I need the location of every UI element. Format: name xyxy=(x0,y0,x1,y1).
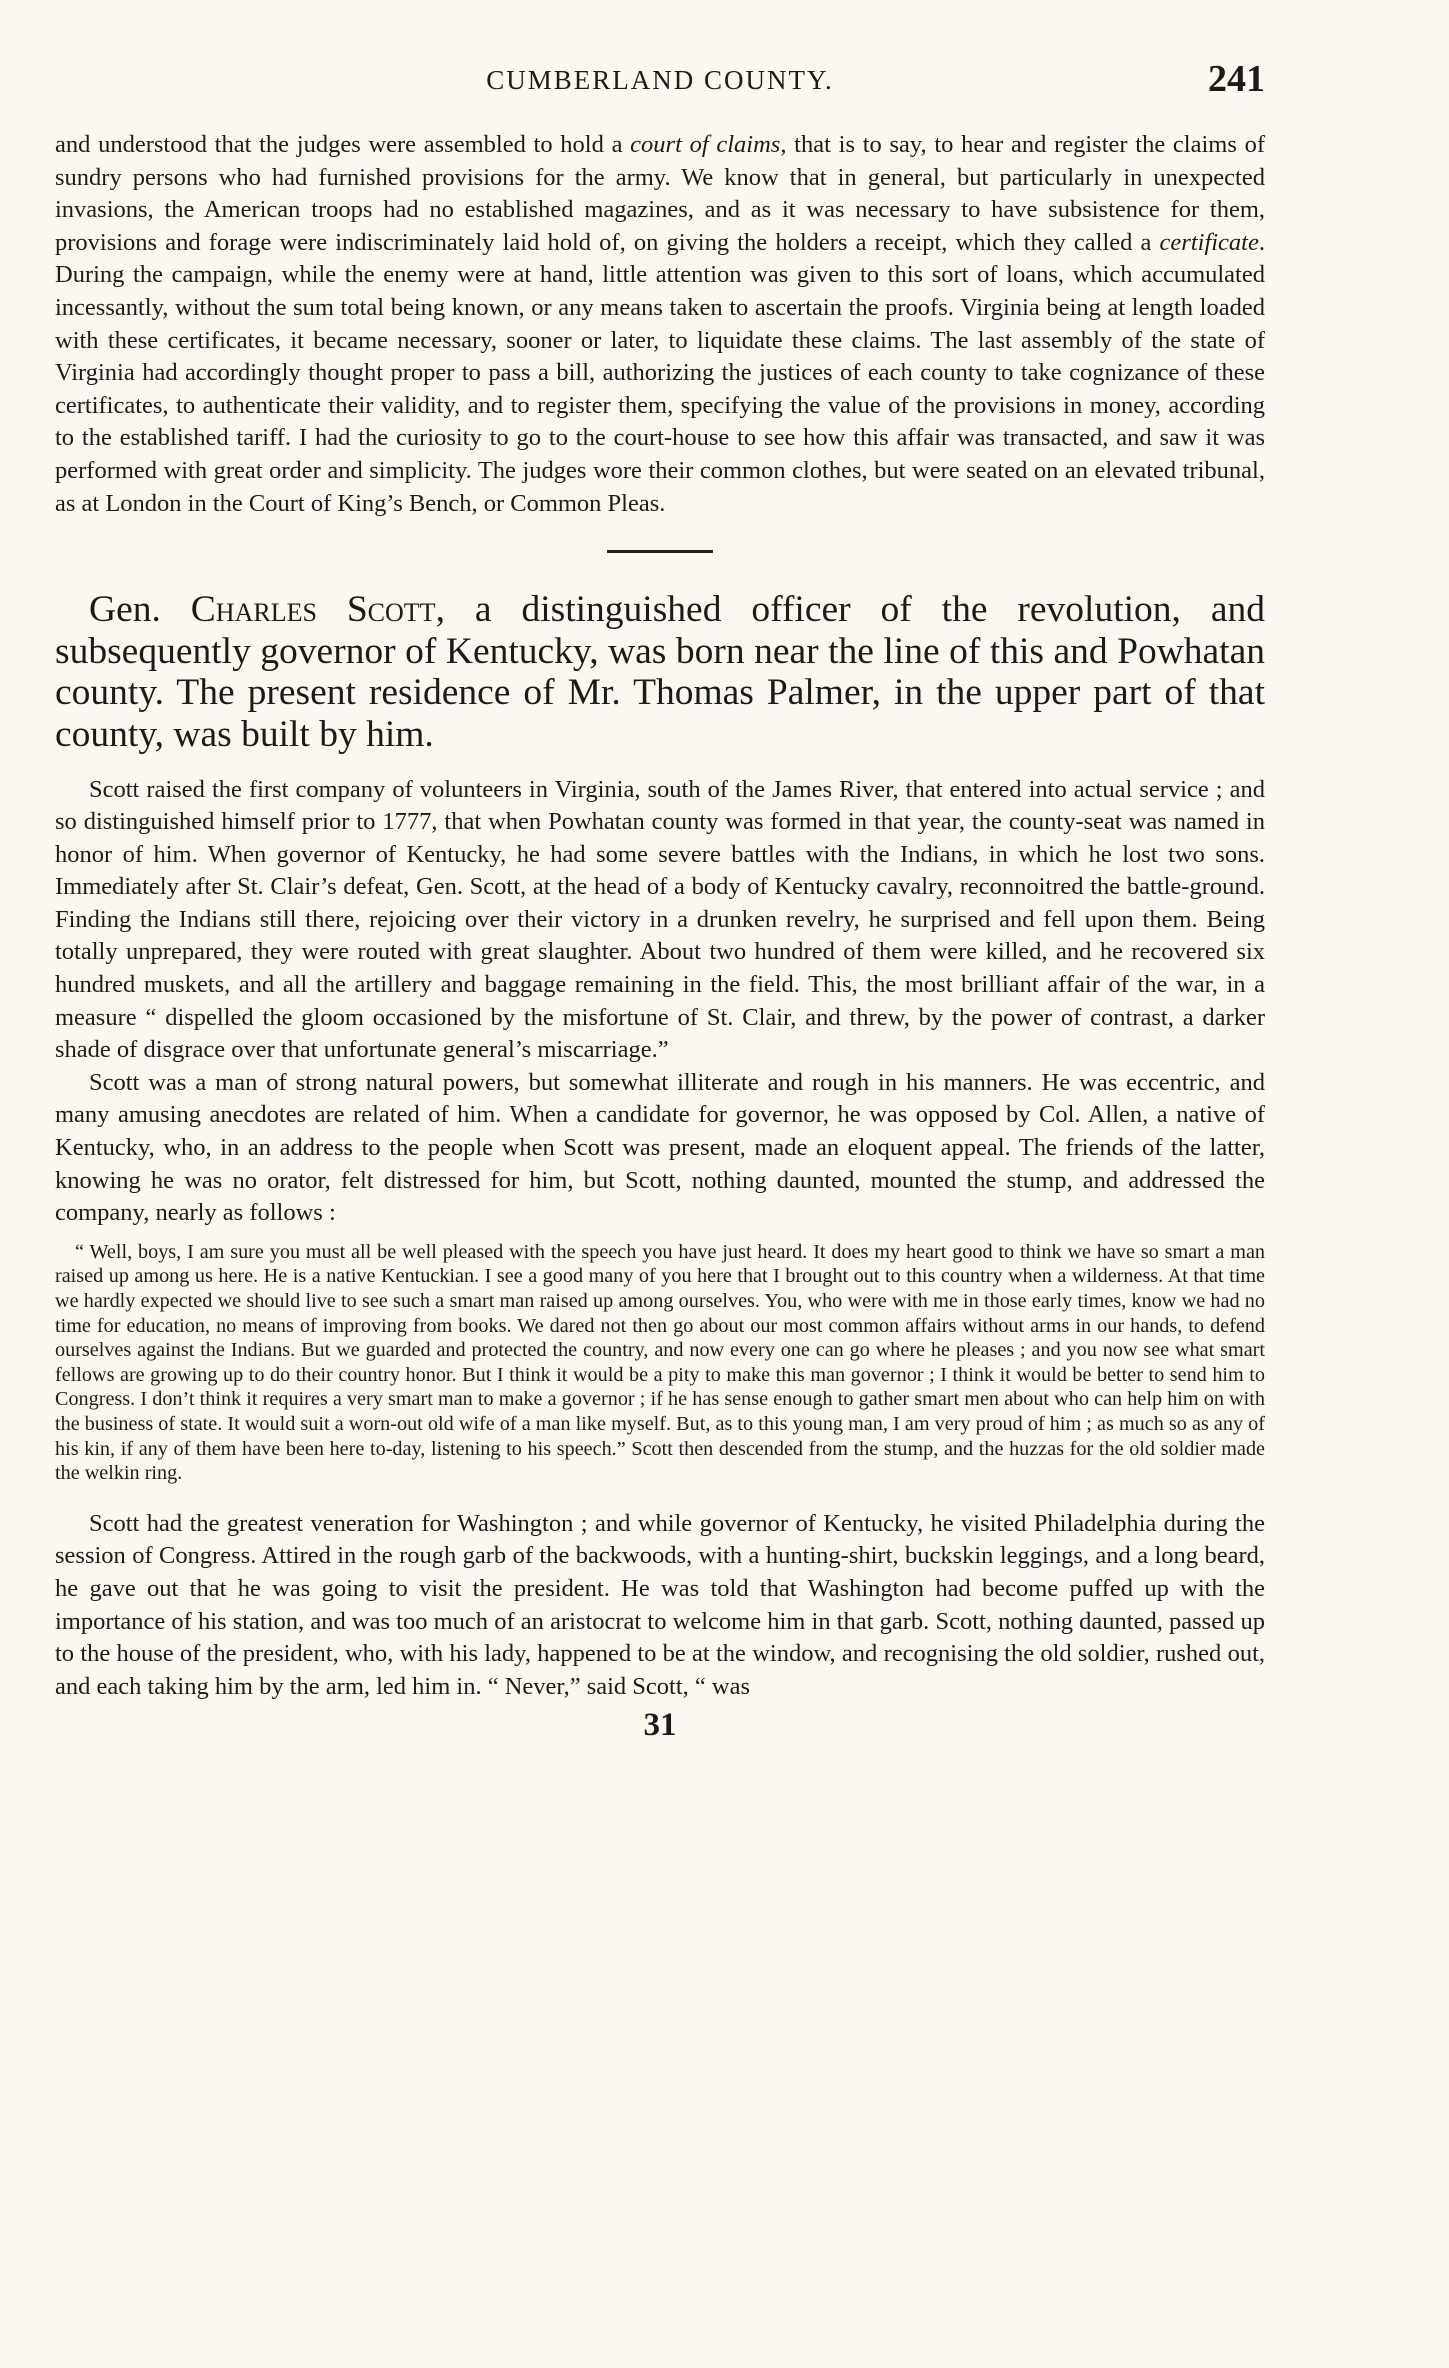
section-divider xyxy=(607,550,713,553)
intro-paragraph xyxy=(55,129,1265,520)
speech-quote: “ Well, boys, I am sure you must all be well pleased with the speech you have just heard. It does my heart good to think we have so smart a man raised up among us here. He is a native Kentuckian. I see a good many of you here that I brought out to this country when a wilderness. At that time we hardly expected we should live to see such a smart man raised up among ourselves. You, who were with me in those early times, know we had no time for education, no means of improving from books. We dared not then go about our most common affairs without arms in our hands, to defend ourselves against the Indians. But we guarded and protected the country, and now every one can go where he pleases ; and you now see what smart fellows are growing up to do their country honor. But I think it would be a pity to make this man governor ; I think it would be better to send him to Congress. I don’t think it requires a very smart man to make a governor ; if he has sense enough to gather smart men about who can help him on with the business of state. It would suit a worn-out old wife of a man like myself. But, as to this young man, I am very proud of him ; as much so as any of his kin, if any of them have been here to-day, listening to his speech.” Scott then descended from the stump, and the huzzas for the old soldier made the welkin ring. xyxy=(55,1240,1265,1485)
intro-text-3: . During the campaign, while the enemy were at hand, little attention was given to this sort of loans, which accumulated incessantly, without the sum total being known, or any means taken to ascertain the proofs. Virginia being at length loaded with these certificates, it became necessary, sooner or later, to liquidate these claims. The last assembly of the state of Virginia had accordingly thought proper to pass a bill, authorizing the justices of each county to take cognizance of these certificates, to authenticate their validity, and to register them, specifying the value of the provisions in money, according to the established tariff. I had the curiosity to go to the court-house to see how this affair was transacted, and saw it was performed with great order and simplicity. The judges wore their common clothes, but were seated on an elevated tribunal, as at London in the Court of King’s Bench, or Common Pleas. xyxy=(55,228,1265,517)
running-head: CUMBERLAND COUNTY. xyxy=(486,65,834,95)
intro-text-1: and understood that the judges were assembled to hold a xyxy=(55,131,631,158)
book-page xyxy=(55,55,1265,1744)
court-of-claims-italic: court of claims xyxy=(630,131,781,158)
paragraph-washington-visit: Scott had the greatest veneration for Washington ; and while governor of Kentucky, he visited Philadelphia during the session of Congress. Attired in the rough garb of the backwoods, with a hunting-shirt, buckskin leggings, and a long beard, he gave out that he was going to visit the president. He was told that Washington had become puffed up with the importance of his station, and was too much of an aristocrat to welcome him in that garb. Scott, nothing daunted, passed up to the house of the president, who, with his lady, happened to be at the window, and recognising the old soldier, rushed out, and each taking him by the arm, led him in. “ Never,” said Scott, “ was xyxy=(55,1509,1265,1700)
lead-prefix: Gen. xyxy=(89,589,191,631)
paragraph-scott-character: Scott was a man of strong natural powers, but somewhat illiterate and rough in his manners. He was eccentric, and many amusing anecdotes are related of him. When a candidate for governor, he was opposed by Col. Allen, a native of Kentucky, who, in an address to the people when Scott was present, made an eloquent appeal. The friends of the latter, knowing he was no orator, felt distressed for him, but Scott, nothing daunted, mounted the stump, and addressed the company, nearly as follows : xyxy=(55,1068,1265,1227)
intro-text-2: , that is to say, to hear and register the claims of sundry persons who had furnished provisions for the army. We know that in general, but particularly in unexpected invasions, the American troops had no established magazines, and as it was necessary to have subsistence for them, provisions and forage were indiscriminately laid hold of, on giving the holders a receipt, which they called a xyxy=(55,131,1265,256)
lead-name: Charles Scott xyxy=(190,589,436,631)
signature-mark: 31 xyxy=(643,1707,677,1744)
lead-paragraph xyxy=(55,589,1265,755)
page-header xyxy=(55,55,1265,105)
paragraph-scott-volunteers: Scott raised the first company of volunteers in Virginia, south of the James River, that entered into actual service ; and so distinguished himself prior to 1777, that when Powhatan county was formed in that year, the county-seat was named in honor of him. When governor of Kentucky, he had some severe battles with the Indians, in which he lost two sons. Immediately after St. Clair’s defeat, Gen. Scott, at the head of a body of Kentucky cavalry, reconnoitred the battle-ground. Finding the Indians still there, rejoicing over their victory in a drunken revelry, he surprised and fell upon them. Being totally unprepared, they were routed with great slaughter. About two hundred of them were killed, and he recovered six hundred muskets, and all the artillery and baggage remaining in the field. This, the most brilliant affair of the war, in a measure “ dispelled the gloom occasioned by the misfortune of St. Clair, and threw, by the power of contrast, a darker shade of disgrace over that unfortunate general’s miscarriage.” xyxy=(55,775,1265,1064)
page-number: 241 xyxy=(1208,58,1265,100)
certificate-italic: certificate xyxy=(1159,228,1259,256)
lead-rest: , a distinguished officer of the revolution, and subsequently governor of Kentucky, was born near the line of this and Powhatan county. The present residence of Mr. Thomas Palmer, in the upper part of that county, was built by him. xyxy=(55,589,1265,755)
